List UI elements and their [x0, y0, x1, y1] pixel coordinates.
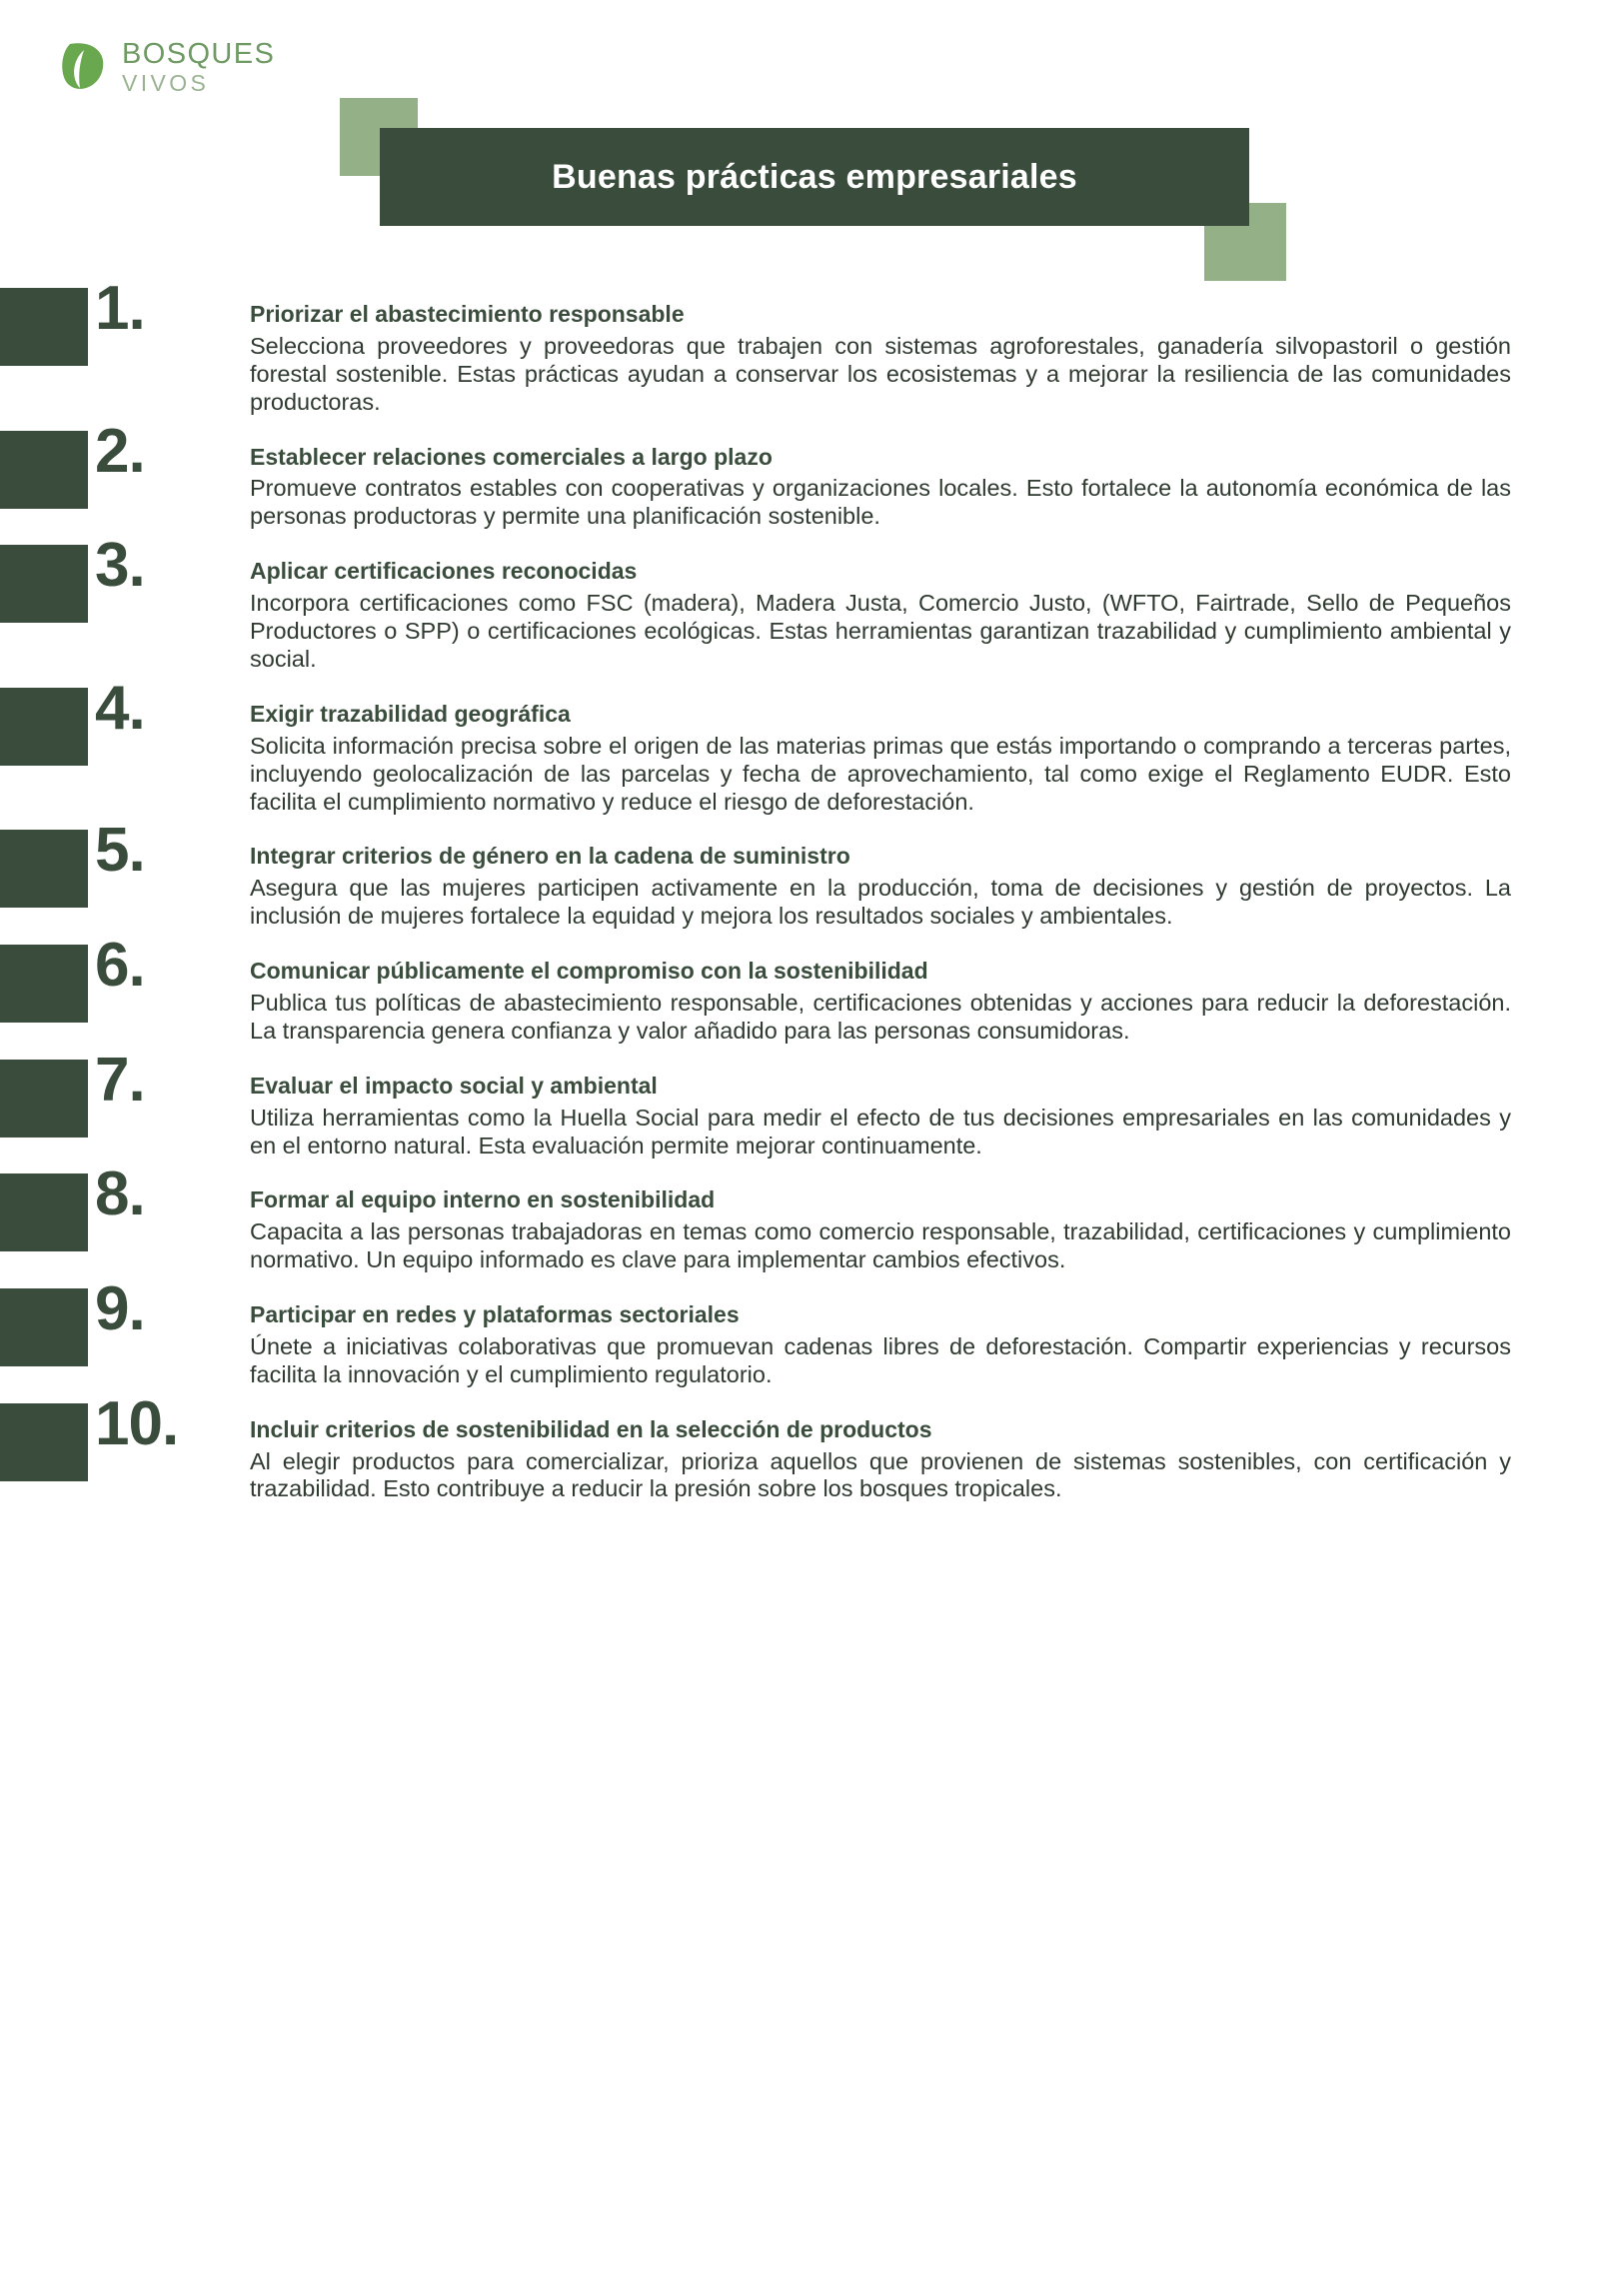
marker-square [0, 1288, 88, 1366]
brand-subtitle: VIVOS [122, 69, 210, 96]
list-item-title: Aplicar certificaciones reconocidas [250, 558, 638, 585]
list-item-number: 2. [95, 416, 145, 486]
list-item-number: 5. [95, 816, 145, 886]
list-item-title: Participar en redes y plataformas sectoriales [250, 1301, 740, 1328]
list-item-body: Únete a iniciativas colaborativas que promuevan cadenas libres de deforestación. Compartir experiencias y recursos facilita la innovación y el cumplimiento regulatorio. [250, 1332, 1511, 1387]
list-item-content [250, 842, 1599, 931]
list-item-title: Formar al equipo interno en sostenibilidad [250, 1186, 716, 1213]
list-item-title: Priorizar el abastecimiento responsable [250, 301, 685, 327]
list-item-title: Establecer relaciones comerciales a largo plazo [250, 443, 773, 470]
marker-square [0, 545, 88, 623]
list-item [0, 274, 1599, 417]
list-item-number: 7. [95, 1045, 145, 1115]
list-item-number: 3. [95, 531, 145, 601]
banner [380, 128, 1249, 226]
list-item [0, 416, 1599, 532]
list-item-marker [0, 1159, 250, 1229]
marker-square [0, 1173, 88, 1251]
list-item [0, 1388, 1599, 1504]
list-item [0, 1274, 1599, 1389]
marker-square [0, 1403, 88, 1481]
list-item-marker [0, 531, 250, 601]
list-item-number: 9. [95, 1274, 145, 1344]
list-item-number: 6. [95, 931, 145, 1001]
list-item [0, 673, 1599, 817]
list-item-content [250, 700, 1599, 817]
list-item-body: Incorpora certificaciones como FSC (madera), Madera Justa, Comercio Justo, (WFTO, Fairtrade, Sello de Pequeños Productores o SPP) o certificaciones ecológicas. Estas herramientas garantizan trazabilidad y cumplimiento ambiental y social. [250, 590, 1511, 672]
marker-square [0, 1060, 88, 1138]
marker-square [0, 945, 88, 1023]
list-item-marker [0, 416, 250, 486]
list-item [0, 531, 1599, 674]
list-item-marker [0, 931, 250, 1001]
list-item-content [250, 1415, 1599, 1504]
list-item-body: Selecciona proveedores y proveedoras que trabajen con sistemas agroforestales, ganadería silvopastoril o gestión forestal sostenible. Estas prácticas ayudan a conservar los ecosistemas y a mejorar la resiliencia de las comunidades productoras. [250, 332, 1511, 415]
list-item-marker [0, 274, 250, 343]
list-item-content [250, 1300, 1599, 1389]
list-item-body: Capacita a las personas trabajadoras en temas como comercio responsable, trazabilidad, certificaciones y cumplimiento normativo. Un equipo informado es clave para implementar cambios efectivos. [250, 1218, 1511, 1273]
marker-square [0, 431, 88, 509]
list-item-title: Exigir trazabilidad geográfica [250, 700, 571, 727]
practices-list [0, 274, 1599, 1503]
list-item-title: Integrar criterios de género en la cadena de suministro [250, 843, 850, 870]
brand-name: BOSQUES [122, 37, 276, 70]
list-item-body: Asegura que las mujeres participen activamente en la producción, toma de decisiones y gestión de proyectos. La inclusión de mujeres fortalece la equidad y mejora los resultados sociales y ambientales. [250, 875, 1511, 930]
marker-square [0, 830, 88, 908]
list-item-body: Utiliza herramientas como la Huella Social para medir el efecto de tus decisiones empresariales en las comunidades y en el entorno natural. Esta evaluación permite mejorar continuamente. [250, 1104, 1511, 1158]
list-item-body: Al elegir productos para comercializar, prioriza aquellos que provienen de sistemas sostenibles, con certificación y trazabilidad. Esto contribuye a reducir la presión sobre los bosques tropicales. [250, 1447, 1511, 1502]
list-item-number: 1. [95, 274, 145, 343]
list-item-number: 10. [95, 1388, 179, 1458]
list-item-number: 8. [95, 1159, 145, 1229]
list-item-content [250, 1072, 1599, 1160]
list-item-marker [0, 816, 250, 886]
list-item [0, 816, 1599, 931]
list-item-body: Publica tus políticas de abastecimiento responsable, certificaciones obtenidas y acciones para reducir la deforestación. La transparencia genera confianza y valor añadido para las personas consumidoras. [250, 989, 1511, 1044]
list-item-content [250, 300, 1599, 417]
list-item [0, 1045, 1599, 1160]
list-item-content [250, 557, 1599, 674]
list-item-content [250, 443, 1599, 532]
brand-logo [58, 38, 275, 96]
leaf-icon [58, 38, 110, 96]
list-item [0, 931, 1599, 1046]
list-item-marker [0, 1388, 250, 1458]
list-item-body: Promueve contratos estables con cooperativas y organizaciones locales. Esto fortalece la autonomía económica de las personas productoras y permite una planificación sostenible. [250, 475, 1511, 530]
list-item [0, 1159, 1599, 1274]
list-item-title: Evaluar el impacto social y ambiental [250, 1072, 658, 1099]
marker-square [0, 288, 88, 366]
list-item-body: Solicita información precisa sobre el origen de las materias primas que estás importando o comprando a terceras partes, incluyendo geolocalización de las parcelas y fecha de aprovechamiento, tal como exige el Reglamento EUDR. Esto facilita el cumplimiento normativo y reduce el riesgo de deforestación. [250, 732, 1511, 815]
list-item-marker [0, 1274, 250, 1344]
list-item-number: 4. [95, 673, 145, 743]
list-item-title: Incluir criterios de sostenibilidad en la selección de productos [250, 1415, 932, 1442]
list-item-title: Comunicar públicamente el compromiso con la sostenibilidad [250, 958, 928, 985]
list-item-content [250, 1185, 1599, 1274]
list-item-marker [0, 1045, 250, 1115]
list-item-marker [0, 673, 250, 743]
list-item-content [250, 957, 1599, 1046]
page-header [0, 0, 1599, 300]
marker-square [0, 688, 88, 766]
page-title: Buenas prácticas empresariales [552, 157, 1077, 196]
